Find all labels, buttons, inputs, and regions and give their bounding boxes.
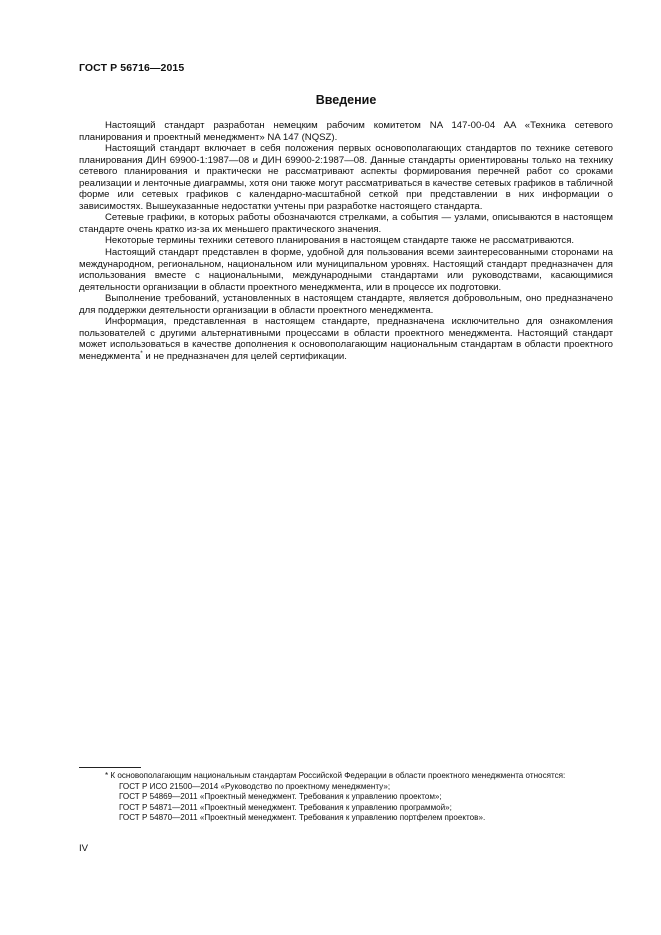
- introduction-body: [79, 120, 613, 362]
- paragraph: Настоящий стандарт разработан немецким рабочим комитетом NA 147-00-04 AA «Техника сетевого планирования и проектный менеджмент» NA 147 (NQSZ).: [79, 120, 613, 143]
- footnote-intro: * К основополагающим национальным стандартам Российской Федерации в области проектного менеджмента относятся:: [105, 771, 566, 780]
- paragraph: Настоящий стандарт включает в себя положения первых основополагающих стандартов по технике сетевого планирования ДИН 69900-1:1987—08 и ДИН 69900-2:1987—08. Данные стандарты ориентированы только на технику сетевого планирования и практически не рассматривают аспекты формирования перечней работ со сроками реализации и ленточные диаграммы, хотя они также могут рассматриваться в качестве сетевых графиков в табличной форме или сетевых графиков с календарно-масштабной сеткой при представлении в них информации о зависимостях. Вышеуказанные недостатки учтены при разработке настоящего стандарта.: [79, 143, 613, 212]
- footnote-reference: *: [140, 349, 143, 357]
- footnote-item: ГОСТ Р 54870—2011 «Проектный менеджмент. Требования к управлению портфелем проектов».: [119, 813, 486, 823]
- section-title: Введение: [315, 93, 377, 107]
- paragraph-with-footnote: [79, 316, 613, 362]
- footnote-item: ГОСТ Р 54871—2011 «Проектный менеджмент. Требования к управлению программой»;: [119, 802, 452, 812]
- footnote-block: [79, 771, 613, 824]
- document-id-header: ГОСТ Р 56716—2015: [79, 62, 185, 74]
- footnote-item: ГОСТ Р 54869—2011 «Проектный менеджмент. Требования к управлению проектом»;: [119, 792, 442, 802]
- paragraph-text: Информация, представленная в настоящем стандарте, предназначена исключительно для ознакомления пользователей с другими альтернативными процессами в области проектного менеджмента. Настоящий стандарт может использоваться в качестве дополнения к основополагающим национальным стандартам в области проектного менеджмента: [79, 316, 613, 362]
- paragraph-text: и не предназначен для целей сертификации.: [142, 350, 347, 362]
- page-number: IV: [79, 843, 89, 854]
- footnote-item: ГОСТ Р ИСО 21500—2014 «Руководство по проектному менеджменту»;: [119, 781, 391, 791]
- paragraph: Настоящий стандарт представлен в форме, удобной для пользования всеми заинтересованными сторонами на международном, региональном, национальном или муниципальном уровнях. Настоящий стандарт предназначен для использования вместе с национальными, международными стандартами или руководствами, касающимися деятельности организации в области проектного менеджмента, или в процессе их подготовки.: [79, 247, 613, 293]
- paragraph: Выполнение требований, установленных в настоящем стандарте, является добровольным, оно предназначено для поддержки деятельности организации в области проектного менеджмента.: [79, 293, 613, 316]
- paragraph: Сетевые графики, в которых работы обозначаются стрелками, а события — узлами, описываются в настоящем стандарте очень кратко из-за их меньшего практического значения.: [79, 212, 613, 235]
- footnote-divider: [79, 767, 141, 768]
- paragraph: Некоторые термины техники сетевого планирования в настоящем стандарте также не рассматриваются.: [105, 235, 575, 247]
